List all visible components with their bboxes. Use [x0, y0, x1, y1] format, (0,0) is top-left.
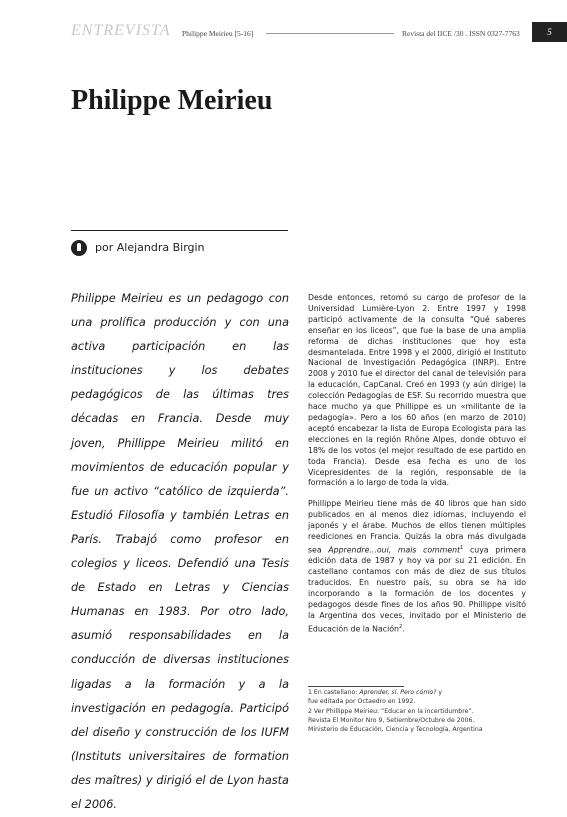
body-paragraph-2-end: . [402, 624, 405, 634]
footnote-ref-2: 2 [398, 623, 403, 630]
page-title: Philippe Meirieu [71, 85, 273, 116]
footnote-2-line-2: Revista El Monitor Nro 9, Setiembre/Octubre de 2006. [308, 716, 475, 724]
section-label: ENTREVISTA [71, 22, 171, 39]
pen-nib-icon [71, 240, 87, 256]
header-article-ref: Philippe Meirieu [5-16] [182, 29, 254, 38]
body-column [308, 293, 526, 645]
footnotes [308, 688, 526, 734]
footnote-1-title: Aprender, sí. Pero cómo? [359, 689, 437, 696]
body-paragraph-2 [308, 499, 526, 635]
footnote-1-text-b: y [436, 689, 443, 696]
footnote-2-line-3: Ministerio de Educación, Ciencia y Tecnología, Argentina [308, 726, 483, 734]
footnote-2-line-1: 2 Ver Phillippe Meirieu: “Educar en la incertidumbre”. [308, 707, 474, 715]
body-paragraph-2-text-b: cuya primera edición data de 1987 y hoy va por su 21 edición. En castellano contamos con más de diez de sus títulos traducidos. En nuestro país, su obra se ha ido incorporando a la formación de los docentes y pedagogos desde fines de los años 90. Phillippe visitó la Argentina dos veces, invitado por el Ministerio de Educación de la Nación [308, 545, 526, 634]
footnote-1 [308, 688, 526, 697]
header-journal-ref: Revista del IICE /30 . ISSN 0327-7763 [402, 29, 520, 38]
byline-rule [71, 230, 288, 231]
footnote-1-line-2: fue editada por Octaedro en 1992. [308, 698, 416, 706]
intro-paragraph: Philippe Meirieu es un pedagogo con una prolífica producción y con una activa participación en las instituciones y los debates pedagógicos de las últimas tres décadas en Francia. Desde muy joven, Phillippe Meirieu militó en movimientos de educación popular y fue un activo “católico de izquierda”. Estudió Filosofía y también Letras en París. Trabajó como profesor en colegios y liceos. Defendió una Tesis de Estado en Letras y Ciencias Humanas en 1983. Por otro lado, asumió responsabilidades en la conducción de diversas instituciones ligadas a la formación y a la investigación en pedagogía. Participó del diseño y construcción de los IUFM (Instituts universitaires de formation des maîtres) y dirigió el de Lyon hasta el 2006. [71, 292, 289, 811]
book-title: Apprendre...oui, mais comment [328, 545, 461, 555]
header-rule [266, 33, 394, 34]
footnote-ref-1: 1 [460, 544, 464, 551]
page-number: 5 [532, 22, 567, 42]
body-paragraph-1: Desde entonces, retomó su cargo de profesor de la Universidad Lumière-Lyon 2. Entre 1997 y 1998 participó activamente de la consulta “Qué saberes enseñar en los liceos”, que fue la base de una amplia reforma de dichas instituciones que hoy esta desmantelada. Entre 1998 y el 2000, dirigió el Instituto Nacional de Investigación Pedagógica (INRP). Entre 2008 y 2010 fue el director del canal de televisión para la educación, CapCanal. Creó en 1993 (y aún dirige) la colección Pedagogías de ESF. Su recorrido muestra que hace mucho ya que Phillippe es un «militante de la pedagogía». Pero a los 60 años (en marzo de 2010) aceptó encabezar la lista de Europa Ecologista para las elecciones en la región Rhône Alpes, donde obtuvo el 18% de los votos (el mejor resultado de ese partido en toda Francia). Desde esa fecha es uno de los Vicepresidentes de la región, responsable de la formación a lo largo de toda la vida. [308, 293, 526, 488]
footnote-1-text-a: 1 En castellano: [308, 689, 360, 696]
footnote-rule [308, 686, 404, 687]
body-paragraph-2-text-a: Phillippe Meirieu tiene más de 40 libros que han sido publicados en al menos diez idiomas, incluyendo el japonés y el árabe. Muchos de ellos tienen múltiples reediciones en Francia. Quizás la obra más divulgada sea [308, 499, 526, 555]
author-byline: por Alejandra Birgin [95, 241, 205, 254]
